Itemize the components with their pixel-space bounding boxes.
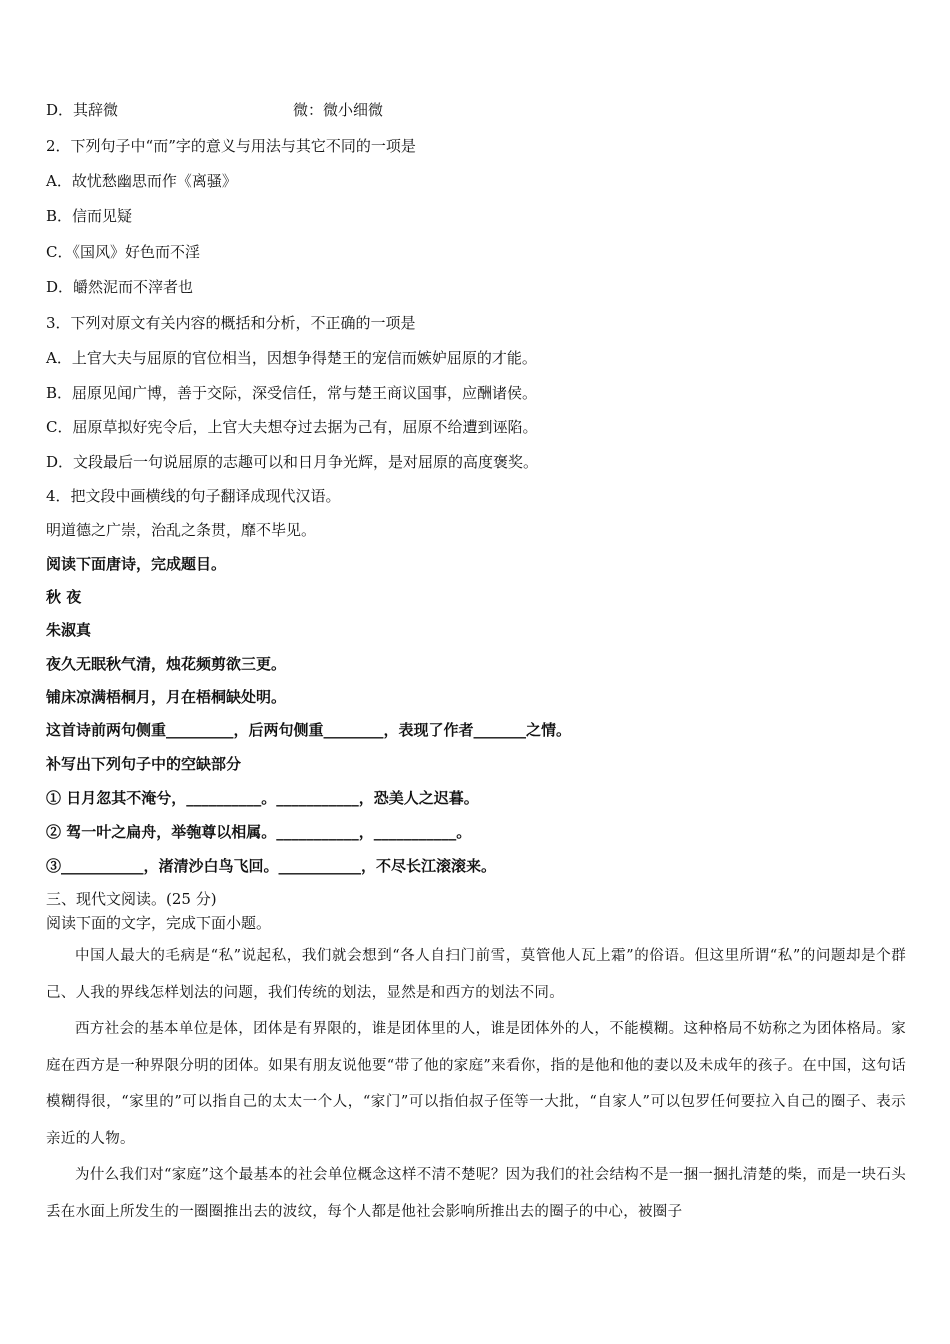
section-3-title: 三、现代文阅读。(25 分) (46, 890, 217, 908)
poem-intro: 阅读下面唐诗，完成题目。 (46, 555, 227, 573)
q3-option-d: D．文段最后一句说屈原的志趣可以和日月争光辉，是对屈原的高度褒奖。 (46, 453, 539, 471)
passage-paragraph: 为什么我们对“家庭”这个最基本的社会单位概念这样不清不楚呢？因为我们的社会结构不是一捆一捆扎清楚的柴，而是一块石头丢在水面上所发生的一圈圈推出去的波纹，每个人都是他社会影响所推出去的圈子的中心，被圈子 (46, 1167, 906, 1220)
poem-line-2: 铺床凉满梧桐月，月在梧桐缺处明。 (46, 688, 287, 706)
fill-intro: 补写出下列句子中的空缺部分 (46, 755, 242, 773)
fill-item-3: ③___________，渚清沙白鸟飞回。___________，不尽长江滚滚来。 (46, 857, 497, 875)
poem-question: 这首诗前两句侧重_________，后两句侧重________，表现了作者_______之情。 (46, 721, 572, 739)
poem-title: 秋 夜 (46, 588, 82, 606)
q2-stem: 2．下列句子中“而”字的意义与用法与其它不同的一项是 (46, 137, 416, 155)
q2-option-a: A．故忧愁幽思而作《离骚》 (46, 172, 237, 190)
fill-item-2: ② 驾一叶之扁舟，举匏尊以相属。___________，___________。 (46, 823, 472, 841)
q1-option-d-gloss: 微：微小细微 (293, 101, 384, 119)
passage-paragraph: 西方社会的基本单位是体，团体是有界限的，谁是团体里的人，谁是团体外的人，不能模糊。这种格局不妨称之为团体格局。家庭在西方是一种界限分明的团体。如果有朋友说他要“带了他的家庭”来看你，指的是他和他的妻以及未成年的孩子。在中国，这句话模糊得很，“家里的”可以指自己的太太一个人，“家门”可以指伯叔子侄等一大批，“自家人”可以包罗任何要拉入自己的圈子、表示亲近的人物。 (46, 1021, 906, 1147)
q3-option-b: B．屈原见闻广博，善于交际，深受信任，常与楚王商议国事，应酬诸侯。 (46, 384, 538, 402)
fill-item-1: ① 日月忽其不淹兮，__________。___________，恐美人之迟暮。 (46, 789, 479, 807)
q2-option-c: C．《国风》好色而不淫 (46, 243, 200, 261)
q2-option-b: B．信而见疑 (46, 207, 133, 225)
section-3-instruction: 阅读下面的文字，完成下面小题。 (46, 914, 272, 932)
q3-option-a: A．上官大夫与屈原的官位相当，因想争得楚王的宠信而嫉妒屈原的才能。 (46, 349, 537, 367)
q2-option-d: D．皭然泥而不滓者也 (46, 278, 194, 296)
q3-option-c: C．屈原草拟好宪令后，上官大夫想夺过去据为己有，屈原不给遭到诬陷。 (46, 418, 538, 436)
poem-line-1: 夜久无眠秋气清，烛花频剪欲三更。 (46, 655, 287, 673)
passage-paragraph: 中国人最大的毛病是“私”说起私，我们就会想到“各人自扫门前雪，莫管他人瓦上霜”的俗语。但这里所谓“私”的问题却是个群己、人我的界线怎样划法的问题，我们传统的划法，显然是和西方的划法不同。 (46, 948, 906, 1001)
q4-stem: 4．把文段中画横线的句子翻译成现代汉语。 (46, 487, 341, 505)
q1-option-d: D．其辞微 (46, 101, 119, 119)
q4-sentence: 明道德之广崇，治乱之条贯，靡不毕见。 (46, 521, 317, 539)
q3-stem: 3．下列对原文有关内容的概括和分析，不正确的一项是 (46, 314, 416, 332)
poem-author: 朱淑真 (46, 621, 92, 639)
reading-passage (46, 938, 906, 1230)
